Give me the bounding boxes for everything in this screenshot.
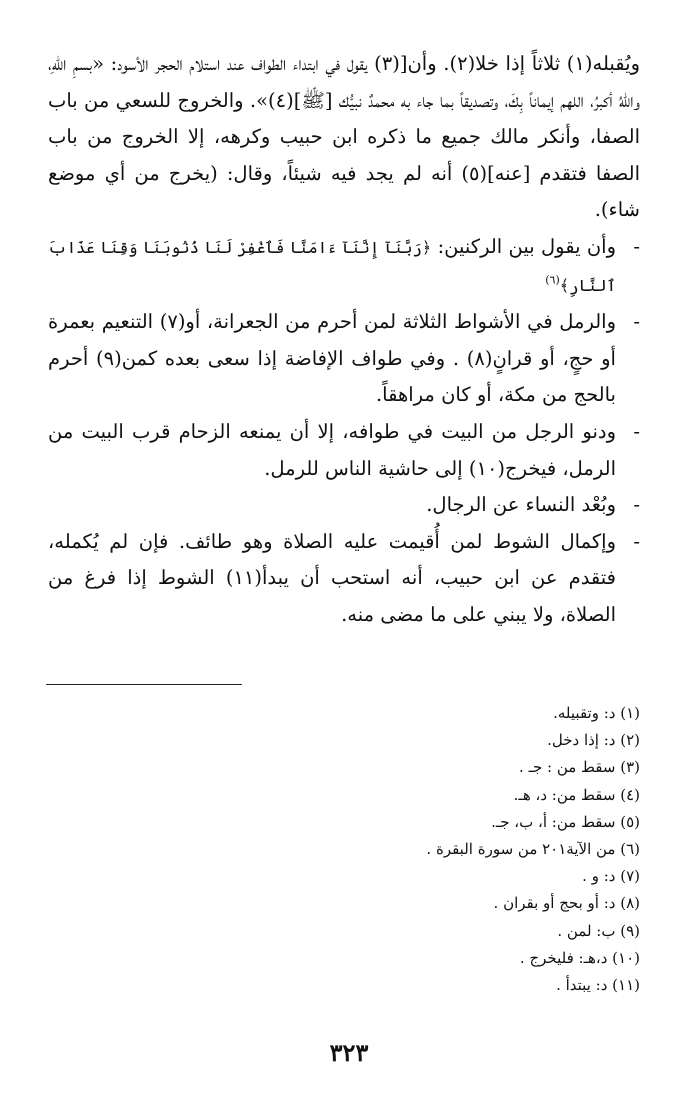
footnote-separator xyxy=(46,684,242,685)
footnote-item: (٥) سقط من: أ، ب، جـ. xyxy=(491,812,640,831)
bullet-item-completing-shawt xyxy=(48,524,640,634)
bullet-dash: - xyxy=(633,310,640,334)
bullet-item-nearness xyxy=(48,414,640,487)
footnote-item: (٧) د: و . xyxy=(582,867,640,886)
bullet-text: والرمل في الأشواط الثلاثة لمن أحرم من الجعرانة، أو(٧) التنعيم بعمرة أو حجٍ، أو قرانٍ(٨) . وفي طواف الإفاضة إذا سعى بعده كمن(٩) أحرم بالحج من مكة، أو كان مراهقاً. xyxy=(48,310,616,407)
footnotes-list xyxy=(300,700,640,999)
paragraph-opening: ويُقبله(١) ثلاثاً إذا خلا(٢). وأن[(٣) يقول في ابتداء الطواف عند استلام الحجر الأسود: «بسمِ اللهِ، واللهُ أكبرُ، اللهم إيماناً بِكَ، وتصديقاً بما جاء به محمدٌ نبيُّك [ﷺ](٤)». والخروج للسعي من باب الصفا، وأنكر مالك جميع ما ذكره ابن حبيب وكرهه، إلا الخروج من باب الصفا فتقدم [عنه](٥) أنه لم يجد فيه شيئاً، وقال: (يخرج من أي موضع شاء). xyxy=(48,52,641,222)
bullet-text: وإكمال الشوط لمن أُقيمت عليه الصلاة وهو طائف. فإن لم يُكمله، فتقدم عن ابن حبيب، أنه استحب أن يبدأ(١١) الشوط إذا فرغ من الصلاة، ولا يبني على ما مضى منه. xyxy=(48,529,616,626)
main-text xyxy=(48,46,640,634)
footnote-item: (٦) من الآية٢٠١ من سورة البقرة . xyxy=(426,840,640,859)
footnote-item: (٨) د: أو بحج أو بقران . xyxy=(493,894,640,913)
bullet-item-rukn-supplication xyxy=(48,229,640,304)
bullet-text: ودنو الرجل من البيت في طوافه، إلا أن يمنعه الزحام قرب البيت من الرمل، فيخرج(١٠) إلى حاشية الناس للرمل. xyxy=(48,419,616,480)
footnote-item: (٩) ب: لمن . xyxy=(557,921,640,940)
bullet-item-women xyxy=(48,487,640,524)
bullet-item-raml xyxy=(48,304,640,414)
bullet-dash: - xyxy=(633,234,640,258)
footnote-item: (٢) د: إذا دخل. xyxy=(547,731,640,750)
footnote-item: (١) د: وتقبيله. xyxy=(553,704,640,722)
bullet-dash: - xyxy=(633,529,640,553)
bullet-dash: - xyxy=(633,419,640,443)
footnote-item: (١٠) د،هـ: فليخرج . xyxy=(519,948,640,967)
footnote-item: (٣) سقط من : جـ . xyxy=(519,758,640,777)
footnote-item: (١١) د: يبتدأ . xyxy=(556,976,640,995)
quran-verse: ﴿رَبَّنَآ إِنَّنَآ ءَامَنَّا فَٱغْفِرْ لَنَا ذُنُوبَنَا وَقِنَا عَذَابَ ٱلنَّارِ﴾ xyxy=(48,237,616,295)
page-number: ٣٢٣ xyxy=(329,1038,369,1067)
footnote-item: (٤) سقط من: د، هـ. xyxy=(513,785,640,804)
bullet-dash: - xyxy=(633,493,640,517)
footnote-ref: (٦) xyxy=(545,273,560,287)
bullet-text: وأن يقول بين الركنين: xyxy=(431,234,616,258)
bullet-text: وبُعْد النساء عن الرجال. xyxy=(426,493,616,517)
